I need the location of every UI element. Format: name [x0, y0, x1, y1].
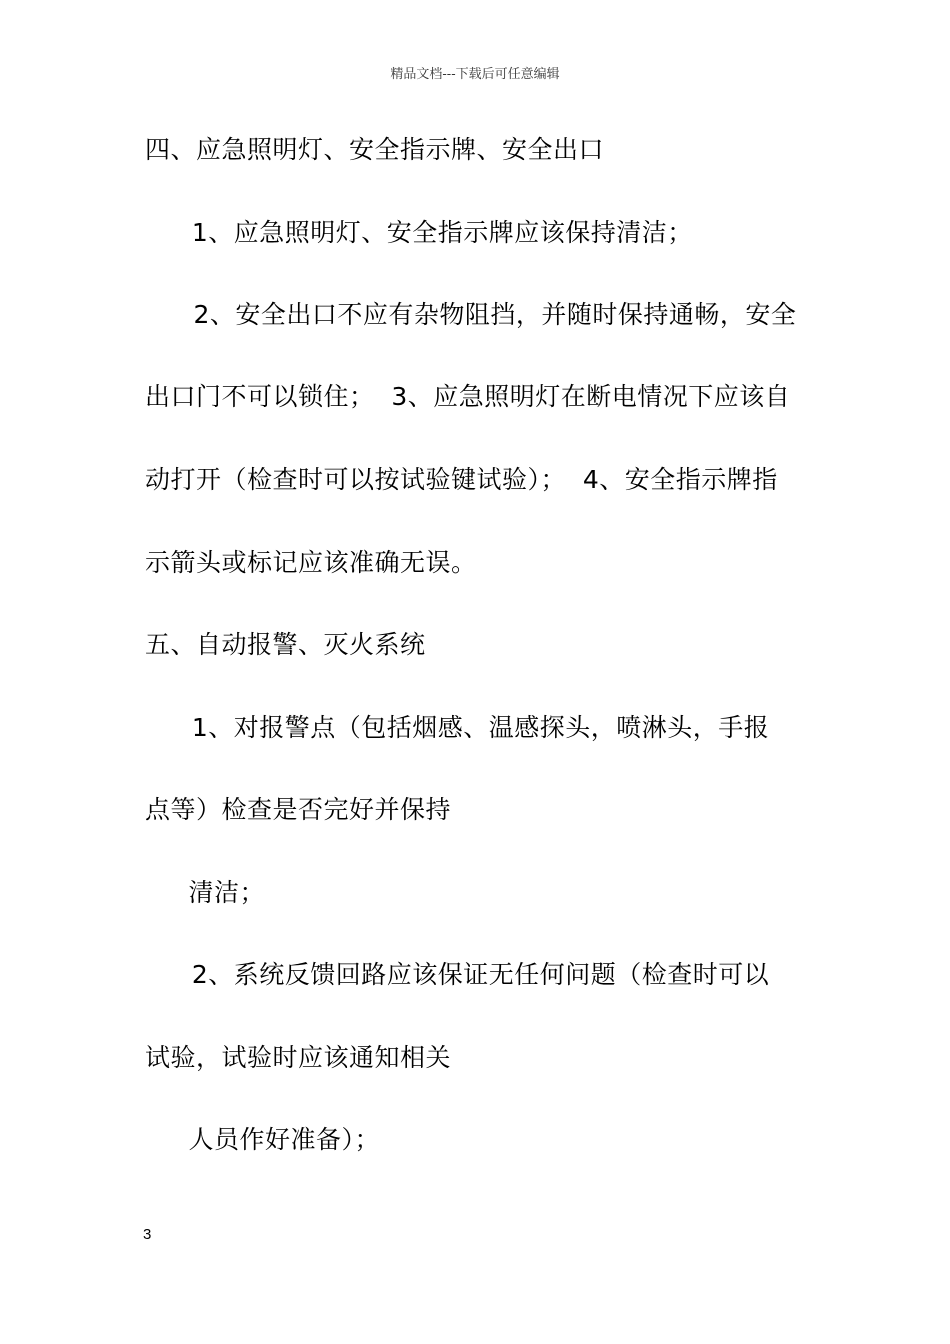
text-line: 清洁； [180, 878, 265, 907]
text-line: 人员作好准备）； [180, 1125, 380, 1154]
text-line: 动打开（检查时可以按试验键试验）； 4、安全指示牌指 [145, 465, 778, 494]
text-line: 2、系统反馈回路应该保证无任何问题（检查时可以 [175, 960, 770, 989]
text-line: 出口门不可以锁住； 3、应急照明灯在断电情况下应该自 [145, 382, 791, 411]
text-line: 2、安全出口不应有杂物阻挡，并随时保持通畅，安全 [185, 300, 797, 329]
text-line: 1、对报警点（包括烟感、温感探头，喷淋头，手报 [175, 713, 770, 742]
text-line: 1、应急照明灯、安全指示牌应该保持清洁； [175, 218, 693, 247]
section-heading-4: 四、应急照明灯、安全指示牌、安全出口 [145, 135, 605, 164]
page-header: 精品文档---下载后可任意编辑 [390, 67, 560, 82]
page-number: 3 [143, 1226, 152, 1243]
text-line: 试验，试验时应该通知相关 [145, 1043, 452, 1072]
text-line: 示箭头或标记应该准确无误。 [145, 548, 477, 577]
text-line: 点等）检查是否完好并保持 [145, 795, 452, 824]
section-heading-5: 五、自动报警、灭火系统 [145, 630, 426, 659]
